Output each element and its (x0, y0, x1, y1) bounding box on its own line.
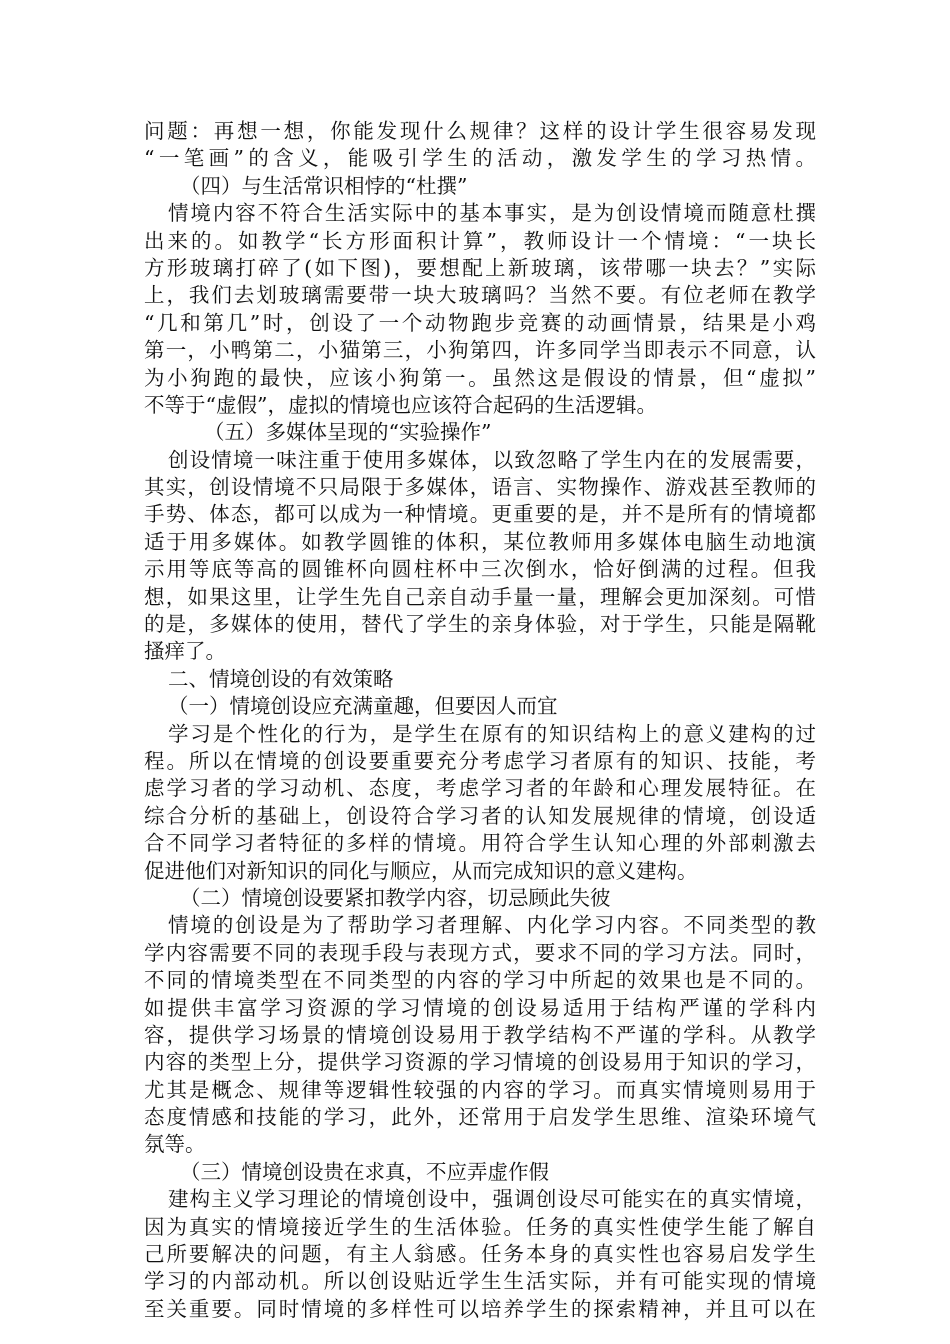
text-line: 的是，多媒体的使用，替代了学生的亲身体验，对于学生，只能是隔靴 (144, 612, 816, 637)
text-line: 不同的情境类型在不同类型的内容的学习中所起的效果也是不同的。 (144, 968, 816, 993)
text-line: 合不同学习者特征的多样的情境。用符合学生认知心理的外部刺激去 (144, 831, 816, 856)
text-line: “一笔画”的含义，能吸引学生的活动，激发学生的学习热情。 (144, 146, 816, 171)
text-line: 态度情感和技能的学习，此外，还常用于启发学生思维、渲染环境气 (144, 1105, 816, 1130)
text-line: 尤其是概念、规律等逻辑性较强的内容的学习。而真实情境则易用于 (144, 1077, 816, 1102)
text-line: 二、情境创设的有效策略 (168, 666, 394, 691)
text-line: 想，如果这里，让学生先自己亲自动手量一量，理解会更加深刻。可惜 (144, 584, 816, 609)
text-line: 氛等。 (144, 1132, 206, 1157)
text-line: 其实，创设情境不只局限于多媒体，语言、实物操作、游戏甚至教师的 (144, 475, 816, 500)
text-line: 虑学习者的学习动机、态度，考虑学习者的年龄和心理发展特征。在 (144, 776, 816, 801)
text-line: 至关重要。同时情境的多样性可以培养学生的探索精神，并且可以在 (144, 1296, 816, 1321)
text-line: 内容的类型上分，提供学习资源的学习情境的创设易用于知识的学习， (144, 1050, 816, 1075)
text-line: 情境的创设是为了帮助学习者理解、内化学习内容。不同类型的教 (168, 913, 816, 938)
text-line: （三）情境创设贵在求真，不应弄虚作假 (180, 1159, 549, 1184)
text-line: 出来的。如教学“长方形面积计算”，教师设计一个情境：“一块长 (144, 228, 816, 253)
text-line: 学习是个性化的行为，是学生在原有的知识结构上的意义建构的过 (168, 721, 816, 746)
text-line: 不等于“虚假”，虚拟的情境也应该符合起码的生活逻辑。 (144, 392, 657, 417)
text-line: 综合分析的基础上，创设符合学习者的认知发展规律的情境，创设适 (144, 803, 816, 828)
text-line: 上，我们去划玻璃需要带一块大玻璃吗？当然不要。有位老师在教学 (144, 283, 816, 308)
document-body (144, 118, 816, 1323)
text-line: 学习的内部动机。所以创设贴近学生生活实际，并有可能实现的情境 (144, 1269, 816, 1294)
text-line: 第一，小鸭第二，小猫第三，小狗第四，许多同学当即表示不同意，认 (144, 338, 816, 363)
text-line: 手势、体态，都可以成为一种情境。更重要的是，并不是所有的情境都 (144, 502, 816, 527)
text-line: （一）情境创设应充满童趣，但要因人而宜 (168, 694, 558, 719)
text-line: （五）多媒体呈现的“实验操作” (204, 420, 492, 445)
text-line: 适于用多媒体。如教学圆锥的体积，某位教师用多媒体电脑生动地演 (144, 529, 816, 554)
text-line: 问题：再想一想，你能发现什么规律？这样的设计学生很容易发现 (144, 119, 816, 143)
text-line: 促进他们对新知识的同化与顺应，从而完成知识的意义建构。 (144, 858, 698, 883)
text-line: 建构主义学习理论的情境创设中，强调创设尽可能实在的真实情境， (168, 1187, 816, 1212)
text-line: （四）与生活常识相悖的“杜撰” (180, 173, 468, 198)
text-line: 容，提供学习场景的情境创设易用于教学结构不严谨的学科。从教学 (144, 1022, 816, 1047)
text-line: 因为真实的情境接近学生的生活体验。任务的真实性使学生能了解自 (144, 1214, 816, 1239)
text-line: （二）情境创设要紧扣教学内容，切忌顾此失彼 (180, 885, 611, 910)
text-line: 为小狗跑的最快，应该小狗第一。虽然这是假设的情景，但“虚拟” (144, 365, 816, 390)
text-line: 学内容需要不同的表现手段与表现方式，要求不同的学习方法。同时， (144, 940, 816, 965)
text-line: “几和第几”时，创设了一个动物跑步竞赛的动画情景，结果是小鸡 (144, 310, 816, 335)
text-line: 示用等底等高的圆锥杯向圆柱杯中三次倒水，恰好倒满的过程。但我 (144, 557, 816, 582)
text-line: 方形玻璃打碎了(如下图)，要想配上新玻璃，该带哪一块去？”实际 (144, 255, 816, 280)
text-line: 情境内容不符合生活实际中的基本事实，是为创设情境而随意杜撰 (168, 201, 816, 226)
text-line: 如提供丰富学习资源的学习情境的创设易适用于结构严谨的学科内 (144, 995, 816, 1020)
text-line: 创设情境一味注重于使用多媒体，以致忽略了学生内在的发展需要， (168, 447, 816, 472)
text-line: 搔痒了。 (144, 639, 226, 664)
text-line: 程。所以在情境的创设要重要充分考虑学习者原有的知识、技能，考 (144, 748, 816, 773)
text-line: 己所要解决的问题，有主人翁感。任务本身的真实性也容易启发学生 (144, 1242, 816, 1267)
